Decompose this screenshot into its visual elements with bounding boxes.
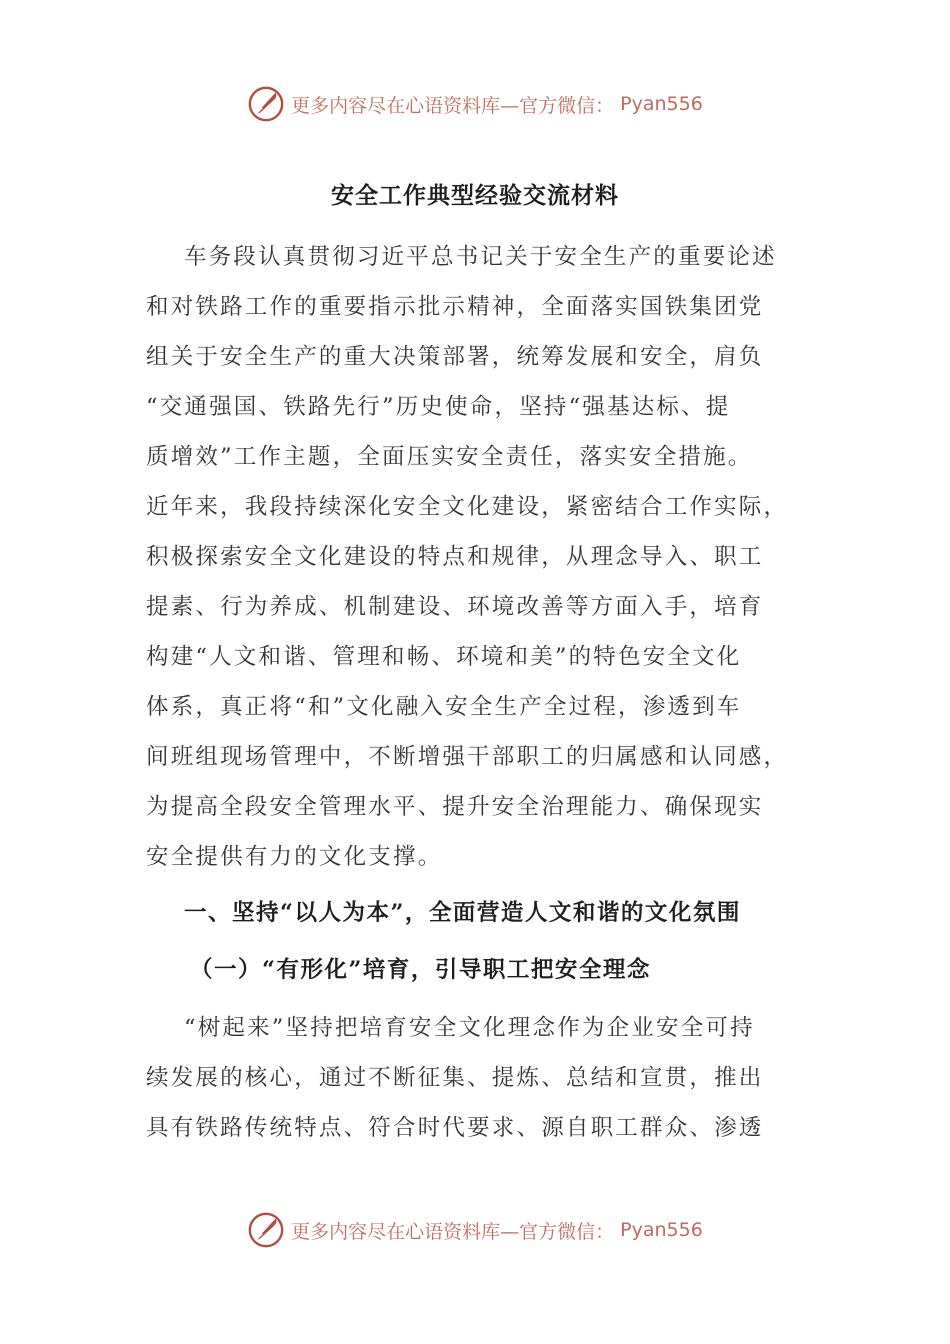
section-heading-1: 一、坚持“以人为本”，全面营造人文和谐的文化氛围	[184, 900, 741, 926]
paragraph-line: 质增效”工作主题，全面压实安全责任，落实安全措施。	[146, 444, 753, 470]
subsection-heading-1: （一）“有形化”培育，引导职工把安全理念	[190, 957, 651, 983]
paragraph-line: “交通强国、铁路先行”历史使命，坚持“强基达标、提	[146, 394, 731, 420]
watermark-header	[0, 82, 950, 126]
paragraph-line: 续发展的核心，通过不断征集、提炼、总结和宣贯，推出	[146, 1065, 764, 1091]
paragraph-line: 安全提供有力的文化支撑。	[146, 844, 443, 870]
paragraph-line: 车务段认真贯彻习近平总书记关于安全生产的重要论述	[184, 244, 777, 270]
paragraph-line: 间班组现场管理中，不断增强干部职工的归属感和认同感，	[146, 744, 789, 770]
watermark-text: 更多内容尽在心语资料库—官方微信：	[291, 1220, 615, 1243]
paragraph-line: 具有铁路传统特点、符合时代要求、源自职工群众、渗透	[146, 1115, 764, 1141]
watermark-text: 更多内容尽在心语资料库—官方微信：	[291, 94, 615, 117]
quill-logo-icon	[247, 1211, 285, 1249]
document-title: 安全工作典型经验交流材料	[331, 182, 619, 209]
watermark-wechat-id: Pyan556	[620, 93, 703, 115]
paragraph-line: 体系，真正将“和”文化融入安全生产全过程，渗透到车	[146, 694, 742, 720]
paragraph-line: 为提高全段安全管理水平、提升安全治理能力、确保现实	[146, 794, 764, 820]
paragraph-line: 提素、行为养成、机制建设、环境改善等方面入手，培育	[146, 594, 764, 620]
paragraph-line: 构建“人文和谐、管理和畅、环境和美”的特色安全文化	[146, 644, 742, 670]
quill-logo-icon	[247, 85, 285, 123]
paragraph-line: 和对铁路工作的重要指示批示精神，全面落实国铁集团党	[146, 294, 764, 320]
paragraph-line: 近年来，我段持续深化安全文化建设，紧密结合工作实际，	[146, 494, 789, 520]
paragraph-line: 积极探索安全文化建设的特点和规律，从理念导入、职工	[146, 544, 764, 570]
watermark-wechat-id: Pyan556	[620, 1219, 703, 1241]
watermark-footer	[0, 1208, 950, 1252]
paragraph-line: 组关于安全生产的重大决策部署，统筹发展和安全，肩负	[146, 344, 764, 370]
paragraph-line: “树起来”坚持把培育安全文化理念作为企业安全可持	[184, 1015, 755, 1041]
